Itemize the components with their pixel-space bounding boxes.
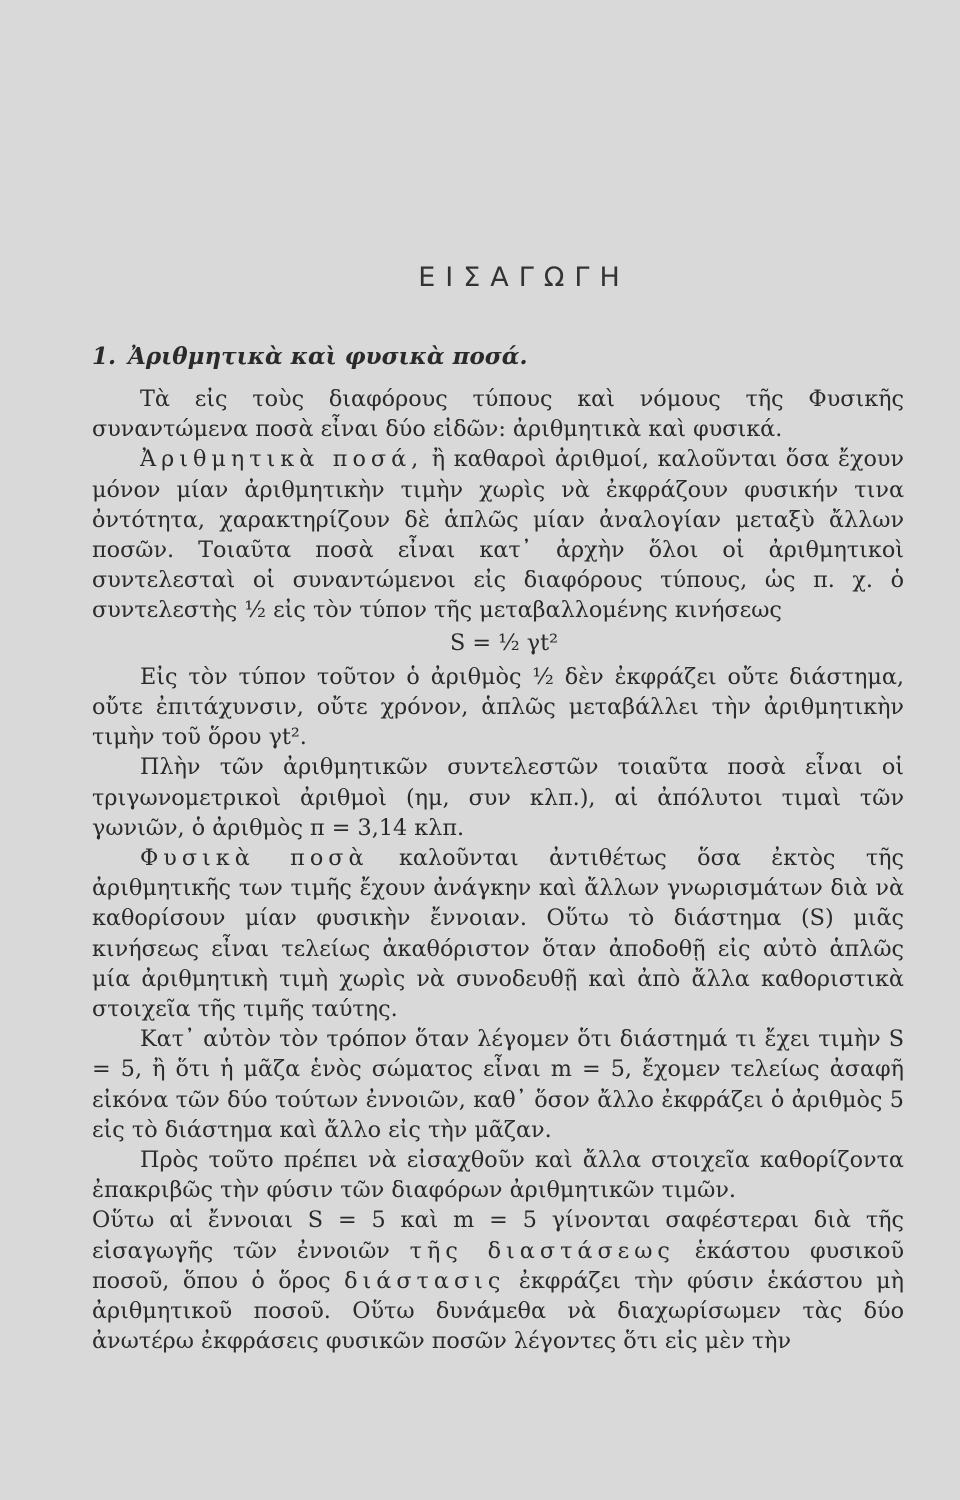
term-physical-quantities: Φυσικὰ ποσὰ	[140, 845, 369, 872]
term-of-dimension: τῆς διαστάσεως	[409, 1237, 675, 1264]
chapter-title: ΕΙΣΑΓΩΓΗ	[418, 262, 630, 293]
paragraph-3: Εἰς τὸν τύπον τοῦτον ὁ ἀριθμὸς ½ δὲν ἐκφράζει οὔτε διάστημα, οὔτε ἐπιτάχυνσιν, οὔτε χρόνον, ἁπλῶς μεταβάλλει τὴν ἀριθμητικὴν τιμὴν τοῦ ὅρου γt².	[92, 663, 904, 751]
paragraph-8-part-c: ἑκάστου φυσικοῦ ποσοῦ, ὅπου ὁ ὅρος	[92, 1237, 905, 1294]
section-heading	[92, 343, 904, 370]
paragraph-8-part-e: ἐκφράζει τὴν φύσιν ἑκάστου μὴ ἀριθμητικοῦ ποσοῦ. Οὕτω δυνάμεθα νὰ διαχωρίσωμεν τὰς δύο ἀνωτέρω ἐκφράσεις φυσικῶν ποσῶν λέγοντες ὅτι εἰς μὲν τὴν	[92, 1267, 904, 1355]
paragraph-4: Πλὴν τῶν ἀριθμητικῶν συντελεστῶν τοιαῦτα ποσὰ εἶναι οἱ τριγωνομετρικοὶ ἀριθμοὶ (ημ, συν κλπ.), αἱ ἀπόλυτοι τιμαὶ τῶν γωνιῶν, ὁ ἀριθμὸς π = 3,14 κλπ.	[92, 754, 904, 841]
paragraph-7: Πρὸς τοῦτο πρέπει νὰ εἰσαχθοῦν καὶ ἄλλα στοιχεῖα καθορίζοντα ἐπακριβῶς τὴν φύσιν τῶν διαφόρων ἀριθμητικῶν τιμῶν.	[92, 1147, 904, 1204]
paragraph-8	[92, 1205, 904, 1356]
term-arithmetic-quantities: Ἀριθμητικὰ ποσά,	[140, 446, 424, 473]
section-title: Ἀριθμητικὰ καὶ φυσικὰ ποσά.	[128, 343, 528, 370]
paragraph-5-text: καλοῦνται ἀντιθέτως ὅσα ἐκτὸς τῆς ἀριθμητικῆς των τιμῆς ἔχουν ἀνάγκην καὶ ἄλλων γνωρισμάτων διὰ νὰ καθορίσουν μίαν φυσικὴν ἔννοιαν. Οὕτω τὸ διάστημα (S) μιᾶς κινήσεως εἶναι τελείως ἀκαθόριστον ὅταν ἀποδοθῇ εἰς αὐτὸ ἁπλῶς μία ἀριθμητικὴ τιμὴ χωρὶς νὰ συνοδευθῇ καὶ ἀπὸ ἄλλα καθοριστικὰ στοιχεῖα τῆς τιμῆς ταύτης.	[92, 845, 904, 1023]
paragraph-6: Κατ᾿ αὐτὸν τὸν τρόπον ὅταν λέγομεν ὅτι διάστημά τι ἔχει τιμὴν S = 5, ἢ ὅτι ἡ μᾶζα ἑνὸς σώματος εἶναι m = 5, ἔχομεν τελείως ἀσαφῆ εἰκόνα τῶν δύο τούτων ἐννοιῶν, καθ᾿ ὅσον ἄλλο ἐκφράζει ὁ ἀριθμὸς 5 εἰς τὸ διάστημα καὶ ἄλλο εἰς τὴν μᾶζαν.	[92, 1026, 904, 1143]
term-dimension: διάστασις	[344, 1267, 506, 1294]
paragraph-2	[92, 444, 904, 625]
paragraph-2-text: ἢ καθαροὶ ἀριθμοί, καλοῦνται ὅσα ἔχουν μόνον μίαν ἀριθμητικὴν τιμὴν χωρὶς νὰ ἐκφράζουν φυσικήν τινα ὀντότητα, χαρακτηρίζουν δὲ ἁπλῶς μίαν ἀναλογίαν μεταξὺ ἄλλων ποσῶν. Τοιαῦτα ποσὰ εἶναι κατ᾿ ἀρχὴν ὅλοι οἱ ἀριθμητικοὶ συντελεσταὶ οἱ συναντώμενοι εἰς διαφόρους τύπους, ὡς π. χ. ὁ συντελεστὴς ½ εἰς τὸν τύπον τῆς μεταβαλλομένης κινήσεως	[92, 446, 904, 624]
section-number: 1.	[92, 343, 117, 370]
formula: S = ½ γt²	[449, 629, 559, 656]
paragraph-1: Τὰ εἰς τοὺς διαφόρους τύπους καὶ νόμους τῆς Φυσικῆς συναντώμενα ποσὰ εἶναι δύο εἰδῶν: ἀριθμητικὰ καὶ φυσικά.	[92, 386, 904, 443]
paragraph-5	[92, 843, 904, 1024]
paragraph-8-part-a: Οὕτω αἱ ἔννοιαι S = 5 καὶ m = 5 γίνονται σαφέστεραι διὰ τῆς εἰσαγωγῆς τῶν ἐννοιῶν	[92, 1207, 904, 1264]
